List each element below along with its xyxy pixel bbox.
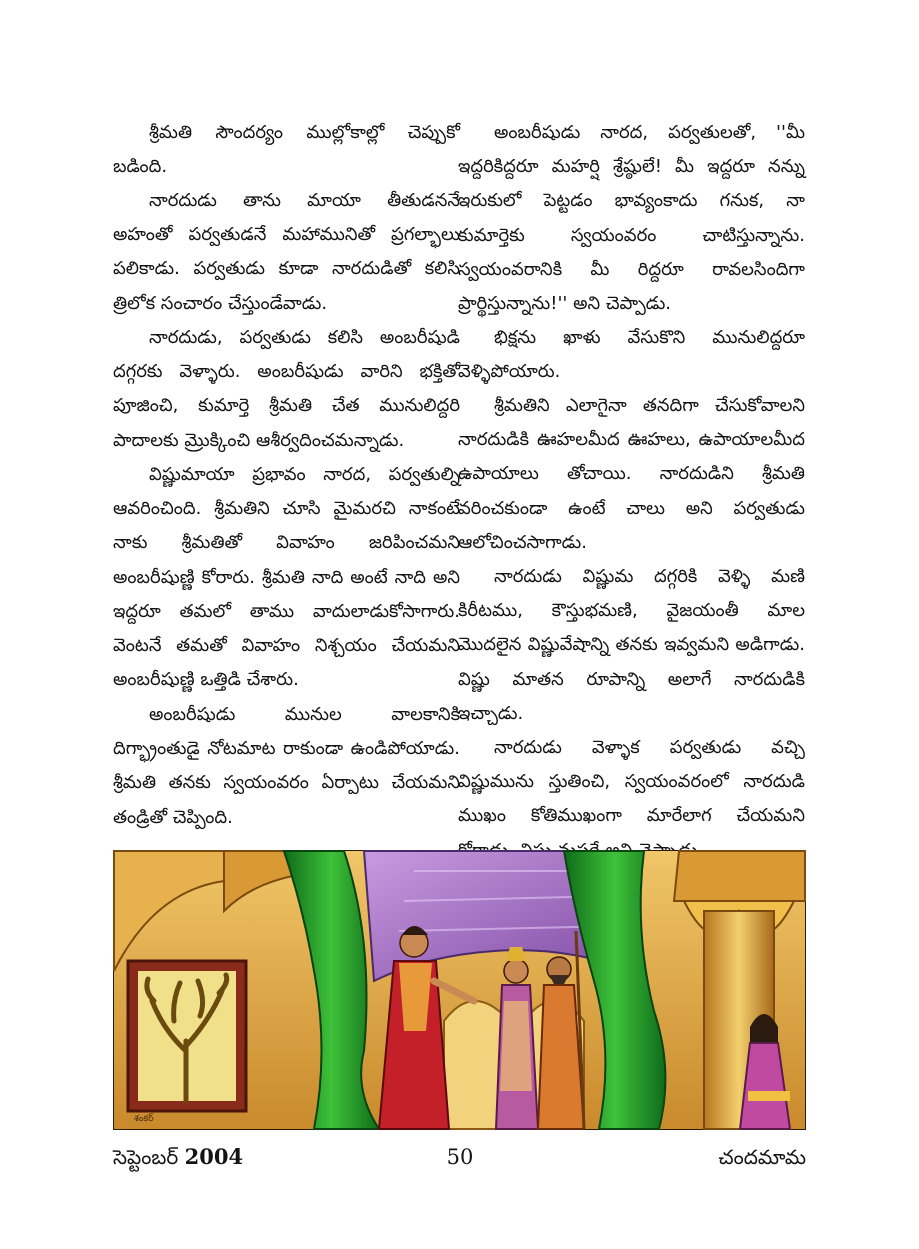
page-number: 50 xyxy=(446,1145,474,1169)
artist-signature: శంకర్ xyxy=(134,1114,154,1124)
right-column xyxy=(458,116,805,861)
paragraph: నారదుడు వెళ్ళాక పర్వతుడు వచ్చి విష్ణుమును స్తుతించి, స్వయంవరంలో నారదుడి ముఖం కోతిముఖంగా మారేలాగ చేయమని చెప్పాడు. xyxy=(458,737,805,861)
palace-scene xyxy=(114,851,805,1129)
issue-month: సెప్టెంబర్ xyxy=(113,1145,179,1169)
magazine-name: చందమామ xyxy=(718,1145,806,1169)
story-illustration xyxy=(113,850,806,1130)
left-column xyxy=(113,116,460,835)
paragraph: నారదుడు విష్ణుమ దగ్గరికి వెళ్ళి మణి కిరీటము, కౌస్తుభమణి, వైజయంతీ మాల మొదలైన విష్ణువేషాన్ని తనకు ఇవ్వమని అడిగాడు. విష్ణు మాతన రూపాన్ని అలాగే నారదుడికి ఇచ్చాడు. xyxy=(458,566,805,724)
paragraph: భిక్షను ఖాళు వేసుకొని మునులిద్దరూ వెళ్ళిపోయారు. xyxy=(458,327,805,383)
paragraph: శ్రీమతి సౌందర్యం ముల్లోకాల్లో చెప్పుకో బడింది. xyxy=(113,122,460,178)
paragraph: నారదుడు, పర్వతుడు కలిసి అంబరీషుడి దగ్గరకు వెళ్ళారు. అంబరీషుడు వారిని భక్తితో పూజించి, కుమార్తె శ్రీమతి చేత మునులిద్దరి పాదాలకు మ్రొక్కించి ఆశీర్వదించమన్నాడు. xyxy=(113,327,460,451)
paragraph: నారదుడు తాను మాయా తీతుడననే అహంతో పర్వతుడనే మహామునితో ప్రగల్భాలు పలికాడు. పర్వతుడు కూడా నారదుడితో కలిసి త్రిలోక సంచారం చేస్తుండేవాడు. xyxy=(113,190,460,314)
paragraph: అంబరీషుడు మునుల వాలకానికి దిగ్భ్రాంతుడై నోటమాట రాకుండా ఉండిపోయాడు. శ్రీమతి తనకు స్వయంవరం ఏర్పాటు చేయమని తండ్రితో చెప్పింది. xyxy=(113,704,460,828)
footer-issue-date xyxy=(113,1142,243,1172)
paragraph: విష్ణుమాయా ప్రభావం నారద, పర్వతుల్ని ఆవరించింది. శ్రీమతిని చూసి మైమరచి నాకంటే నాకు శ్రీమతితో వివాహం జరిపించమని అంబరీషుణ్ణి కోరారు. శ్రీమతి నాది అంటే నాది అని ఇద్దరూ తమలో తాము వాదులాడుకోసాగారు. వెంటనే తమతో వివాహం నిశ్చయం చేయమని అంబరీషుణ్ణి ఒత్తిడి చేశారు. xyxy=(113,464,460,691)
paragraph: శ్రీమతిని ఎలాగైనా తనదిగా చేసుకోవాలని నారదుడికి ఊహలమీద ఊహలు, ఉపాయాలమీద ఉపాయాలు తోచాయి. నారదుడిని శ్రీమతి వరించకుండా ఉంటే చాలు అని పర్వతుడు ఆలోచించసాగాడు. xyxy=(458,395,805,553)
window-with-tree xyxy=(128,961,246,1111)
issue-year: 2004 xyxy=(184,1144,244,1169)
paragraph: అంబరీషుడు నారద, పర్వతులతో, ''మీ ఇద్దరికిద్దరూ మహర్షి శ్రేష్ఠులే! మీ ఇద్దరూ నన్ను ఇరుకులో పెట్టడం భావ్యంకాదు గనుక, నా కుమార్తెకు స్వయంవరం చాటిస్తున్నాను. స్వయంవరానికి మీ రిద్దరూ రావలసిందిగా ప్రార్థిస్తున్నాను!'' అని చెప్పాడు. xyxy=(458,122,805,315)
